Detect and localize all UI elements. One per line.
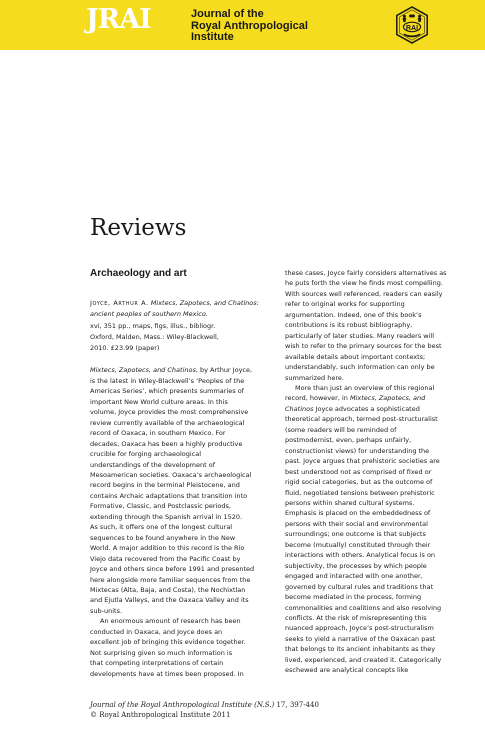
paragraph-text-line: extending through the Spanish arrival in 1520. bbox=[90, 512, 243, 521]
paragraph-text-line: developments have at times been proposed. In bbox=[90, 669, 244, 678]
page-footer bbox=[90, 700, 319, 720]
paragraph-text-line: , by Arthur Joyce, bbox=[195, 366, 253, 375]
paragraph-text-line: refer to original works for supporting bbox=[285, 300, 405, 309]
citation-details-1: xvi, 351 pp., maps, figs, illus., bibliogr. bbox=[90, 321, 216, 330]
footer-volume: 17, 397-440 bbox=[274, 701, 319, 709]
paragraph-text-line: persons within shared cultural systems. bbox=[285, 498, 415, 507]
paragraph-text-line: World. A major addition to this record is the Río bbox=[90, 544, 245, 553]
paragraph-text-line: More than just an overview of this regional bbox=[295, 383, 435, 392]
paragraph-text-line: (some readers will be reminded of bbox=[285, 425, 397, 434]
paragraph-text-line: available details about important contexts; bbox=[285, 352, 426, 361]
book-title-inline: Mixtecs, Zapotecs, and Chatinos bbox=[90, 366, 196, 375]
paragraph-text-line: that competing interpretations of certain bbox=[90, 659, 224, 668]
paragraph-text-line: volume, Joyce provides the most comprehensive bbox=[90, 408, 249, 417]
paragraph-text-line: Emphasis is placed on the embeddedness of bbox=[285, 509, 431, 518]
paragraph-text-line: As such, it offers one of the longest cultural bbox=[90, 523, 233, 532]
right-column bbox=[285, 268, 469, 676]
paragraph-text-line: argumentation. Indeed, one of this book’s bbox=[285, 310, 422, 319]
paragraph-text-line: crucible for forging archaeological bbox=[90, 450, 202, 459]
paragraph-text-line: Mixtecas (Alta, Baja, and Costa), the Nochixtlan bbox=[90, 586, 246, 594]
citation-details-3: 2010. £23.99 (paper) bbox=[90, 344, 160, 353]
paragraph-text-line: surroundings; one outcome is that subjects bbox=[285, 530, 426, 539]
citation-author: Joyce, Arthur A. bbox=[90, 299, 149, 307]
jrai-logo: JRAI bbox=[86, 4, 151, 35]
paragraph-text-line: An enormous amount of research has been bbox=[100, 617, 241, 626]
book-title-inline: Mixtecs, Zapotecs, and bbox=[349, 394, 426, 403]
footer-copyright: © Royal Anthropological Institute 2011 bbox=[90, 711, 231, 719]
journal-title-line-3: Institute bbox=[191, 31, 234, 43]
paragraph-text-line: constructionist views) for understanding the bbox=[285, 446, 430, 455]
paragraph-text-line: theoretical approach, termed post-structuralist bbox=[285, 415, 438, 424]
subsection-title: Archaeology and art bbox=[90, 268, 187, 279]
paragraph-text-line: subjectivity, the processes by which people bbox=[285, 561, 427, 570]
paragraph-text-line: understandably, such information can only be bbox=[285, 363, 435, 372]
paragraph-text-line: is the latest in Wiley-Blackwell’s ‘Peoples of the bbox=[90, 376, 245, 385]
citation-details-2: Oxford, Malden, Mass.: Wiley-Blackwell, bbox=[90, 332, 219, 341]
paragraph-text-line: postmodernist, even, perhaps unfairly, bbox=[285, 436, 412, 445]
section-title: Reviews bbox=[90, 215, 187, 241]
paragraph-text-line: contributions is its robust bibliography, bbox=[285, 321, 413, 330]
journal-title bbox=[191, 9, 311, 44]
paragraph-text-line: fluid, negotiated tensions between prehistoric bbox=[285, 488, 435, 497]
journal-title-line-2: Royal Anthropological bbox=[191, 19, 308, 32]
paragraph-text-line: Formative, Classic, and Postclassic periods, bbox=[90, 502, 231, 511]
paragraph-text-line: sequences to be found anywhere in the New bbox=[90, 533, 236, 542]
left-column bbox=[90, 268, 280, 679]
paragraph-text-line: seeks to yield a narrative of the Oaxacan past bbox=[285, 634, 436, 643]
paragraph-text-line: become mediated in the process, forming bbox=[285, 593, 422, 602]
review-paragraph-1 bbox=[90, 365, 280, 616]
paragraph-text-line: past. Joyce argues that prehistoric societies are bbox=[285, 457, 440, 466]
paragraph-text-line: persons with their social and environmental bbox=[285, 519, 428, 528]
paragraph-text-line: he puts forth the view he finds most compelling. bbox=[285, 279, 443, 288]
paragraph-text-line: Mesoamerican societies. Oaxaca’s archaeological bbox=[90, 471, 252, 480]
paragraph-text-fragment: record, however, in bbox=[285, 394, 350, 403]
paragraph-text-fragment: Joyce advocates a sophisticated bbox=[313, 404, 420, 413]
paragraph-text-line: that belongs to its ancient inhabitants as they bbox=[285, 645, 436, 654]
review-paragraph-2 bbox=[90, 616, 280, 679]
paragraph-text-line: become (mutually) constituted through their bbox=[285, 540, 431, 549]
journal-title-line-1: Journal of the bbox=[191, 8, 264, 20]
paragraph-text-line: rigid social categories, but as the outcome of bbox=[285, 478, 433, 487]
review-paragraph-4 bbox=[285, 383, 469, 676]
paragraph-text-line: record begins in the terminal Pleistocene, and bbox=[90, 481, 240, 490]
paragraph-text-line: interactions with others. Analytical focus is on bbox=[285, 551, 436, 560]
rai-emblem-icon bbox=[393, 6, 431, 44]
paragraph-text-line: here alongside more familiar sequences from the bbox=[90, 575, 251, 584]
paragraph-text-line: Joyce and others since before 1991 and presented bbox=[90, 565, 255, 574]
paragraph-text-line: lived, experienced, and created it. Categorically bbox=[285, 655, 442, 664]
paragraph-text-line: wish to refer to the primary sources for the best bbox=[285, 342, 442, 351]
book-citation bbox=[90, 298, 280, 354]
paragraph-text-line: commonalities and coalitions and also resolving bbox=[285, 603, 442, 612]
paragraph-text-line: and Ejutla Valleys, and the Oaxaca Valley and its bbox=[90, 596, 249, 605]
paragraph-text-line: understandings of the development of bbox=[90, 460, 215, 469]
paragraph-text-line: sub-units. bbox=[90, 606, 123, 615]
paragraph-text-line: record of Oaxaca, in southern Mexico. For bbox=[90, 429, 226, 438]
book-title-inline: Chatinos bbox=[285, 404, 314, 413]
paragraph-text-line: excellent job of bringing this evidence together. bbox=[90, 638, 246, 647]
paragraph-text-line: Viejo data recovered from the Pacific Coast by bbox=[90, 554, 241, 563]
citation-book-title: Mixtecs, Zapotecs, and Chatinos: ancient peoples of southern Mexico. bbox=[90, 299, 259, 319]
paragraph-text-line: conducted in Oaxaca, and Joyce does an bbox=[90, 627, 223, 636]
paragraph-text-line: With sources well referenced, readers can easily bbox=[285, 289, 443, 298]
paragraph-text-line: decades, Oaxaca has been a highly productive bbox=[90, 439, 243, 448]
paragraph-text-line: Americas Series’, which presents summaries of bbox=[90, 387, 244, 396]
paragraph-text-line: summarized here. bbox=[285, 373, 344, 382]
paragraph-text-line: these cases, Joyce fairly considers alternatives as bbox=[285, 269, 447, 277]
paragraph-text-line: contains Archaic adaptations that transition into bbox=[90, 491, 248, 500]
rai-emblem-text: RAI bbox=[405, 23, 419, 32]
paragraph-text-line: Not surprising given so much information is bbox=[90, 648, 233, 657]
paragraph-text-line: eschewed are analytical concepts like bbox=[285, 666, 409, 675]
paragraph-text-line: important New World culture areas. In this bbox=[90, 397, 228, 406]
paragraph-text-line: particularly of later studies. Many readers will bbox=[285, 331, 435, 340]
review-paragraph-3 bbox=[285, 268, 469, 383]
paragraph-text-line: conflicts. At the risk of misrepresenting this bbox=[285, 613, 427, 622]
paragraph-text-line: best understood not as comprised of fixed or bbox=[285, 467, 432, 476]
paragraph-text-line: governed by cultural rules and traditions that bbox=[285, 582, 434, 591]
paragraph-text-line: nuanced approach, Joyce’s post-structuralism bbox=[285, 624, 434, 633]
footer-journal-name: Journal of the Royal Anthropological Institute (N.S.) bbox=[90, 701, 275, 709]
paragraph-text-line: review currently available of the archaeological bbox=[90, 418, 245, 427]
paragraph-text-line: engaged and interacted with one another, bbox=[285, 572, 423, 581]
